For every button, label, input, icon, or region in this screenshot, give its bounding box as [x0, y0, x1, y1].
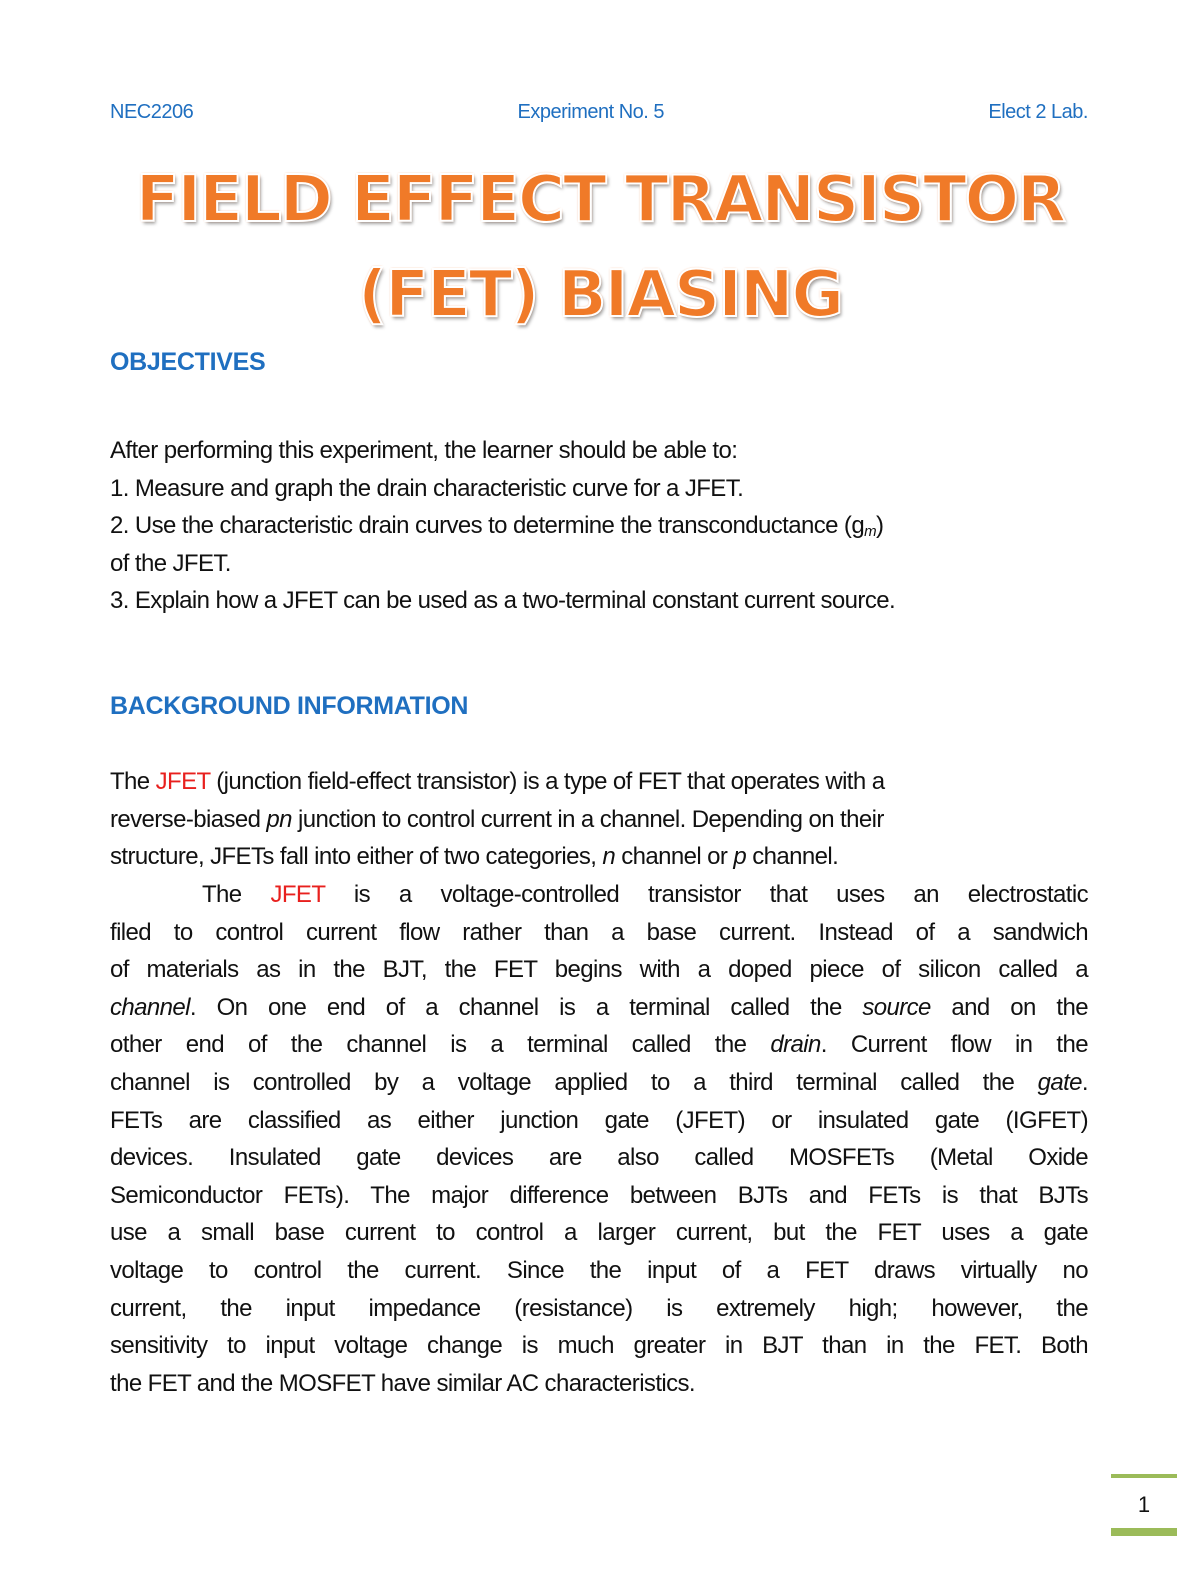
footer-divider-top	[1111, 1474, 1177, 1478]
objective-item-1: 1. Measure and graph the drain characteristic curve for a JFET.	[110, 474, 744, 502]
objective-item-2-cont: of the JFET.	[110, 549, 231, 577]
page-header	[110, 97, 1088, 127]
course-code: NEC2206	[110, 100, 194, 123]
objective-item-2: 2. Use the characteristic drain curves to determine the transconductance $(g_m)$	[110, 512, 884, 541]
jfet-highlight: JFET	[270, 881, 325, 908]
document-title-line-1: FIELD EFFECT TRANSISTOR	[135, 163, 1065, 237]
page-number: 1	[1137, 1492, 1151, 1517]
objectives-intro: After performing this experiment, the learner should be able to:	[110, 437, 738, 464]
objectives-heading: OBJECTIVES	[110, 348, 266, 376]
background-paragraph-1: The JFET (junction field-effect transistor) is a type of FET that operates with a reverse-biased pn junction to control current in a channel. Depending on their structure, JFETs fall into either of two categories, n channel or p channel.	[110, 768, 885, 871]
objective-item-3: 3. Explain how a JFET can be used as a two-terminal constant current source.	[110, 587, 896, 615]
gm-subscript: m	[864, 523, 876, 541]
jfet-highlight: JFET	[155, 768, 211, 795]
background-heading: BACKGROUND INFORMATION	[110, 692, 469, 720]
page-number-footer	[1111, 1474, 1177, 1536]
document-title-line-2: (FET) BIASING	[358, 258, 842, 332]
lab-name: Elect 2 Lab.	[988, 100, 1088, 123]
background-paragraph-2: The JFET is a voltage-controlled transistor that uses an electrostatic filed to control current flow rather than a base current. Instead of a sandwich of materials as in the BJT, the FET begins with a doped piece of silicon called a channel. On one end of a channel is a terminal called the source and on the other end of the channel is a terminal called the drain. Current flow in the channel is controlled by a voltage applied to a third terminal called the gate. FETs are classified as either junction gate (JFET) or insulated gate (IGFET) devices. Insulated gate devices are also called MOSFETs (Metal Oxide Semiconductor FETs). The major difference between BJTs and FETs is that BJTs use a small base current to control a larger current, but the FET uses a gate voltage to control the current. Since the input of a FET draws virtually no current, the input impedance (resistance) is extremely high; however, the sensitivity to input voltage change is much greater in BJT than in the FET. Both the FET and the MOSFET have similar AC characteristics.	[110, 881, 1089, 1397]
objectives-list	[110, 432, 1088, 620]
experiment-number: Experiment No. 5	[517, 100, 665, 123]
footer-divider-bottom	[1111, 1528, 1177, 1536]
